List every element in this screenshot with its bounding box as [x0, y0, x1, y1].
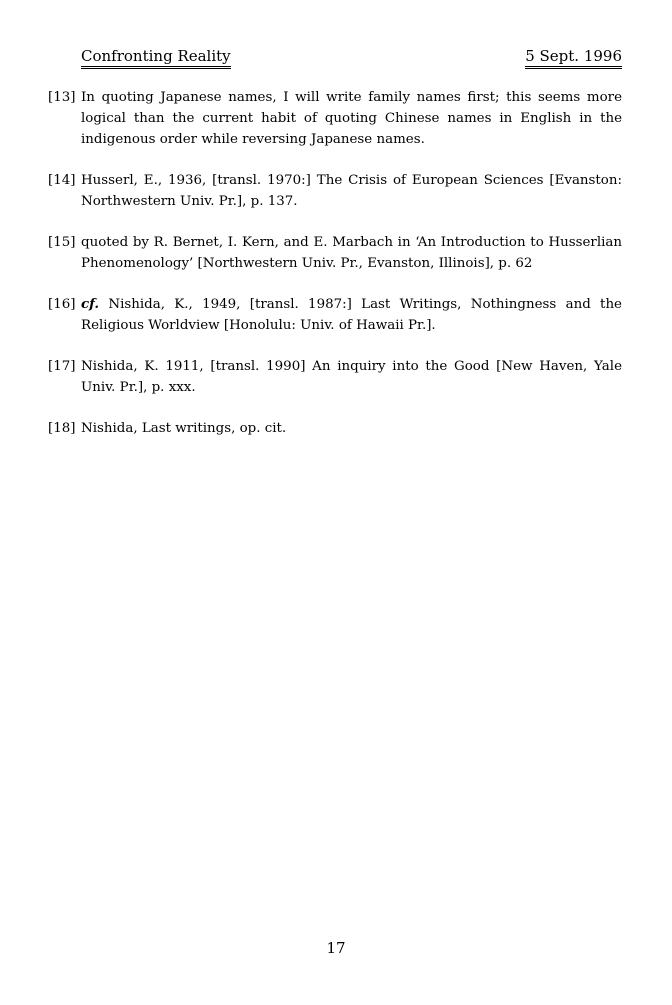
endnote-text: Nishida, K. 1911, [transl. 1990] An inquiry into the Good [New Haven, Yale Univ. Pr.], p. xxx. — [81, 359, 622, 396]
endnote-prefix: cf. — [81, 296, 100, 313]
endnote-text: quoted by R. Bernet, I. Kern, and E. Marbach in ‘An Introduction to Husserlian Phenomenology’ [Northwestern Univ. Pr., Evanston, Illinois], p. 62 — [81, 235, 622, 272]
endnote-text: In quoting Japanese names, I will write family names first; this seems more logical than the current habit of quoting Chinese names in English in the indigenous order while reversing Japanese names. — [81, 90, 622, 148]
header-title: Confronting Reality — [81, 46, 231, 69]
header-date: 5 Sept. 1996 — [525, 46, 622, 69]
endnote-17 — [48, 356, 622, 398]
endnote-text: Nishida, Last writings, op. cit. — [81, 421, 287, 437]
endnote-16 — [48, 294, 622, 336]
endnote-number: [18] — [48, 421, 76, 437]
endnote-14 — [48, 170, 622, 212]
endnote-number: [16] — [48, 297, 76, 313]
endnote-18 — [48, 418, 622, 439]
endnote-text: Nishida, K., 1949, [transl. 1987:] Last Writings, Nothingness and the Religious Worldview [Honolulu: Univ. of Hawaii Pr.]. — [81, 297, 622, 334]
endnote-number: [17] — [48, 359, 76, 375]
endnote-text: Husserl, E., 1936, [transl. 1970:] The Crisis of European Sciences [Evanston: Northwestern Univ. Pr.], p. 137. — [81, 173, 622, 210]
page-number: 17 — [326, 939, 346, 957]
endnote-number: [15] — [48, 235, 76, 251]
endnotes-list — [48, 87, 622, 459]
endnote-number: [14] — [48, 173, 76, 189]
endnote-13 — [48, 87, 622, 151]
endnote-15 — [48, 232, 622, 274]
endnote-number: [13] — [48, 90, 76, 105]
running-header — [81, 46, 622, 70]
